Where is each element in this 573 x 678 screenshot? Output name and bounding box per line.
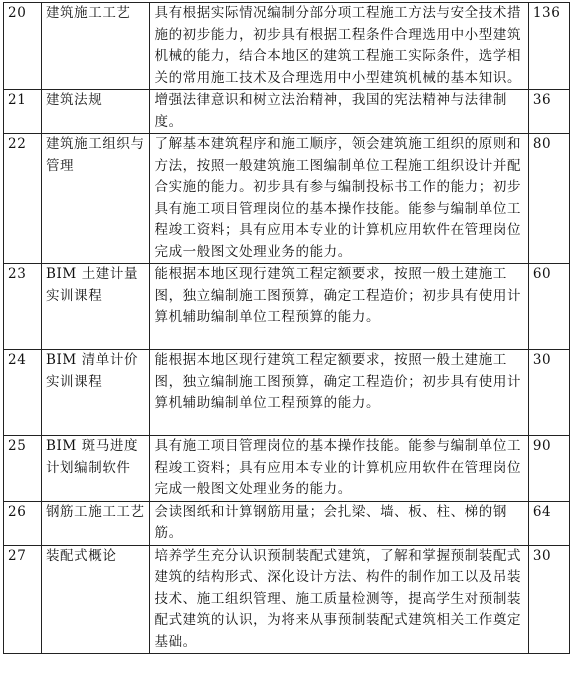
course-hours: 60: [528, 264, 569, 350]
table-row: [4, 501, 570, 545]
course-name: 建筑施工组织与管理: [41, 134, 150, 264]
course-description: 增强法律意识和树立法治精神，我国的宪法精神与法律制度。: [150, 90, 528, 134]
course-description: 具有根据实际情况编制分部分项工程施工方法与安全技术措施的初步能力，初步具有根据工程条件合理选用中小型建筑机械的能力，结合本地区的建筑工程施工实际条件，选学相关的常用施工技术及合理选用中小型建筑机械的基本知识。: [150, 3, 528, 90]
table-row: [4, 3, 570, 90]
table-row: [4, 90, 570, 134]
course-description: 具有施工项目管理岗位的基本操作技能。能参与编制单位工程竣工资料；具有应用本专业的计算机应用软件在管理岗位完成一般图文处理业务的能力。: [150, 436, 528, 502]
course-hours: 30: [528, 545, 569, 654]
course-hours: 30: [528, 350, 569, 436]
course-hours: 136: [528, 3, 569, 90]
course-description: 培养学生充分认识预制装配式建筑，了解和掌握预制装配式建筑的结构形式、深化设计方法、构件的制作加工以及吊装技术、施工组织管理、施工质量检测等，提高学生对预制装配式建筑的认识，为将来从事预制装配式建筑相关工作奠定基础。: [150, 545, 528, 654]
course-name: 建筑法规: [41, 90, 150, 134]
course-hours: 36: [528, 90, 569, 134]
course-name: BIM 斑马进度计划编制软件: [41, 436, 150, 502]
row-number: 27: [4, 545, 42, 654]
table-row: [4, 264, 570, 350]
course-name: 装配式概论: [41, 545, 150, 654]
course-description: 会读图纸和计算钢筋用量；会扎梁、墙、板、柱、梯的钢筋。: [150, 501, 528, 545]
row-number: 24: [4, 350, 42, 436]
table-row: [4, 350, 570, 436]
course-table: [3, 2, 570, 654]
course-hours: 64: [528, 501, 569, 545]
table-row: [4, 134, 570, 264]
course-description: 能根据本地区现行建筑工程定额要求，按照一般土建施工图，独立编制施工图预算，确定工程造价；初步具有使用计算机辅助编制单位工程预算的能力。: [150, 350, 528, 436]
row-number: 23: [4, 264, 42, 350]
table-row: [4, 436, 570, 502]
row-number: 20: [4, 3, 42, 90]
row-number: 25: [4, 436, 42, 502]
course-name: 建筑施工工艺: [41, 3, 150, 90]
table-row: [4, 545, 570, 654]
course-name: BIM 清单计价实训课程: [41, 350, 150, 436]
course-name: 钢筋工施工工艺: [41, 501, 150, 545]
course-description: 了解基本建筑程序和施工顺序，领会建筑施工组织的原则和方法，按照一般建筑施工图编制单位工程施工组织设计并配合实施的能力。初步具有参与编制投标书工作的能力；初步具有施工项目管理岗位的基本操作技能。能参与编制单位工程竣工资料；具有应用本专业的计算机应用软件在管理岗位完成一般图文处理业务的能力。: [150, 134, 528, 264]
course-name: BIM 土建计量实训课程: [41, 264, 150, 350]
row-number: 22: [4, 134, 42, 264]
row-number: 21: [4, 90, 42, 134]
course-hours: 90: [528, 436, 569, 502]
row-number: 26: [4, 501, 42, 545]
course-hours: 80: [528, 134, 569, 264]
course-description: 能根据本地区现行建筑工程定额要求，按照一般土建施工图，独立编制施工图预算，确定工程造价；初步具有使用计算机辅助编制单位工程预算的能力。: [150, 264, 528, 350]
